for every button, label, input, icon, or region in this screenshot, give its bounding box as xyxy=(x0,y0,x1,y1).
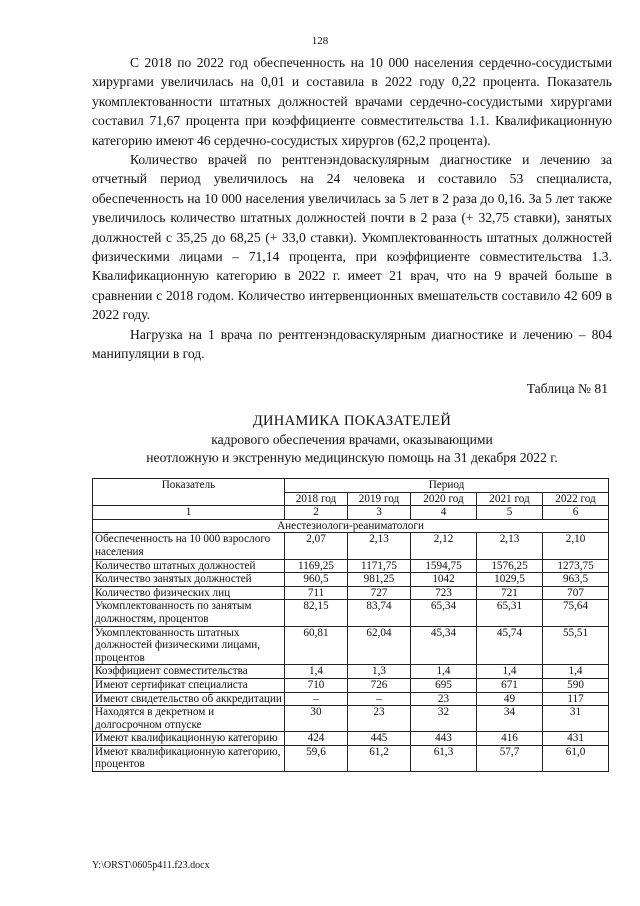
header-indicator: Показатель xyxy=(93,479,285,506)
row-value: 82,15 xyxy=(285,600,348,626)
row-value: 30 xyxy=(285,706,348,732)
row-value: 710 xyxy=(285,678,348,692)
row-value: 59,6 xyxy=(285,745,348,771)
table-label: Таблица № 81 xyxy=(526,381,608,396)
row-label: Имеют сертификат специалиста xyxy=(93,678,285,692)
table-row xyxy=(93,678,609,692)
paragraph: С 2018 по 2022 год обеспеченность на 10 000 населения сердечно-сосудистыми хирургами увеличилась на 0,01 и составила в 2022 году 0,22 процента. Показатель укомплектованности штатных должностей врачами сердечно-сосудистыми хирургами составил 71,67 процента при коэффициенте совместительства 1.1. Квалификационную категорию имеют 46 сердечно-сосудистых хирургов (62,2 процента). xyxy=(92,55,612,148)
row-value: 1,4 xyxy=(411,665,477,679)
row-value: 23 xyxy=(411,692,477,706)
header-year: 2018 год xyxy=(285,492,348,506)
footer-path: Y:\ORST\0605p411.f23.docx xyxy=(92,860,210,871)
table-row xyxy=(93,600,609,626)
row-value: 2,10 xyxy=(543,533,609,559)
row-value: 2,13 xyxy=(477,533,543,559)
row-value: 960,5 xyxy=(285,573,348,587)
row-value: 61,2 xyxy=(348,745,411,771)
header-period: Период xyxy=(285,479,609,493)
table-row xyxy=(93,573,609,587)
row-value: 65,31 xyxy=(477,600,543,626)
row-label: Имеют квалификационную категорию xyxy=(93,732,285,746)
paragraph: Нагрузка на 1 врача по рентгенэндоваскулярным диагностике и лечению – 804 манипуляции в год. xyxy=(92,326,612,362)
row-value: 1594,75 xyxy=(411,559,477,573)
row-value: 61,3 xyxy=(411,745,477,771)
row-value: 62,04 xyxy=(348,626,411,665)
header-year: 2019 год xyxy=(348,492,411,506)
row-value: 1169,25 xyxy=(285,559,348,573)
row-value: 117 xyxy=(543,692,609,706)
row-value: 711 xyxy=(285,586,348,600)
table-header-row xyxy=(93,479,609,493)
table-subtitle: кадрового обеспечения врачами, оказывающими xyxy=(211,432,493,447)
table-row xyxy=(93,745,609,771)
row-value: 1273,75 xyxy=(543,559,609,573)
row-value: 49 xyxy=(477,692,543,706)
body-text xyxy=(92,53,612,364)
row-value: 32 xyxy=(411,706,477,732)
row-value: 590 xyxy=(543,678,609,692)
row-value: 1042 xyxy=(411,573,477,587)
row-value: – xyxy=(348,692,411,706)
table-row xyxy=(93,732,609,746)
row-value: 31 xyxy=(543,706,609,732)
column-number: 5 xyxy=(477,506,543,520)
row-value: 1029,5 xyxy=(477,573,543,587)
row-value: 443 xyxy=(411,732,477,746)
row-value: 1,4 xyxy=(285,665,348,679)
column-number: 6 xyxy=(543,506,609,520)
row-value: 75,64 xyxy=(543,600,609,626)
table-row xyxy=(93,559,609,573)
column-number: 4 xyxy=(411,506,477,520)
table-subtitle: неотложную и экстренную медицинскую помощь на 31 декабря 2022 г. xyxy=(146,450,558,465)
header-year: 2021 год xyxy=(477,492,543,506)
row-value: 981,25 xyxy=(348,573,411,587)
table-row xyxy=(93,665,609,679)
row-label: Укомплектованность штатных должностей физическими лицами, процентов xyxy=(93,626,285,665)
row-value: 727 xyxy=(348,586,411,600)
row-value: 45,34 xyxy=(411,626,477,665)
row-value: 45,74 xyxy=(477,626,543,665)
row-value: 695 xyxy=(411,678,477,692)
row-value: 723 xyxy=(411,586,477,600)
row-value: 1,3 xyxy=(348,665,411,679)
row-value: 34 xyxy=(477,706,543,732)
section-title: Анестезиологи-реаниматологи xyxy=(93,519,609,533)
header-year: 2020 год xyxy=(411,492,477,506)
row-value: 416 xyxy=(477,732,543,746)
column-number: 3 xyxy=(348,506,411,520)
table-row xyxy=(93,533,609,559)
page-number: 128 xyxy=(311,35,329,47)
staffing-table xyxy=(92,478,609,772)
row-value: 707 xyxy=(543,586,609,600)
row-label: Укомплектованность по занятым должностям, процентов xyxy=(93,600,285,626)
row-value: 424 xyxy=(285,732,348,746)
row-value: 83,74 xyxy=(348,600,411,626)
row-value: 721 xyxy=(477,586,543,600)
row-label: Имеют квалификационную категорию, процентов xyxy=(93,745,285,771)
column-number: 2 xyxy=(285,506,348,520)
paragraph: Количество врачей по рентгенэндоваскулярным диагностике и лечению за отчетный период увеличилось на 24 человека и составило 53 специалиста, обеспеченность на 10 000 населения увеличилась за 5 лет в 2 раза до 0,16. За 5 лет также увеличилось количество штатных должностей почти в 2 раза (+ 32,75 ставки), занятых должностей с 35,25 до 68,25 (+ 33,0 ставки). Укомплектованность штатных должностей физическими лицами – 71,14 процента, при коэффициенте совместительства 1.3. Квалификационную категорию в 2022 г. имеет 21 врач, что на 9 врачей больше в сравнении с 2018 годом. Количество интервенционных вмешательств составило 42 609 в 2022 году. xyxy=(92,152,612,323)
row-value: 65,34 xyxy=(411,600,477,626)
row-label: Обеспеченность на 10 000 взрослого населения xyxy=(93,533,285,559)
table-row xyxy=(93,692,609,706)
row-value: 726 xyxy=(348,678,411,692)
row-value: 1576,25 xyxy=(477,559,543,573)
row-label: Находятся в декретном и долгосрочном отпуске xyxy=(93,706,285,732)
row-value: 2,12 xyxy=(411,533,477,559)
row-value: 2,13 xyxy=(348,533,411,559)
row-value: – xyxy=(285,692,348,706)
row-label: Имеют свидетельство об аккредитации xyxy=(93,692,285,706)
row-value: 2,07 xyxy=(285,533,348,559)
table-row xyxy=(93,626,609,665)
row-value: 1,4 xyxy=(477,665,543,679)
row-value: 1171,75 xyxy=(348,559,411,573)
row-value: 55,51 xyxy=(543,626,609,665)
table-row xyxy=(93,706,609,732)
row-label: Количество занятых должностей xyxy=(93,573,285,587)
section-row xyxy=(93,519,609,533)
row-label: Количество физических лиц xyxy=(93,586,285,600)
row-value: 61,0 xyxy=(543,745,609,771)
table-title: ДИНАМИКА ПОКАЗАТЕЛЕЙ xyxy=(252,413,452,429)
row-value: 963,5 xyxy=(543,573,609,587)
row-label: Коэффициент совместительства xyxy=(93,665,285,679)
column-number: 1 xyxy=(93,506,285,520)
row-value: 60,81 xyxy=(285,626,348,665)
column-number-row xyxy=(93,506,609,520)
header-year: 2022 год xyxy=(543,492,609,506)
row-value: 1,4 xyxy=(543,665,609,679)
row-value: 431 xyxy=(543,732,609,746)
table-row xyxy=(93,586,609,600)
row-value: 445 xyxy=(348,732,411,746)
row-value: 57,7 xyxy=(477,745,543,771)
row-label: Количество штатных должностей xyxy=(93,559,285,573)
row-value: 671 xyxy=(477,678,543,692)
row-value: 23 xyxy=(348,706,411,732)
